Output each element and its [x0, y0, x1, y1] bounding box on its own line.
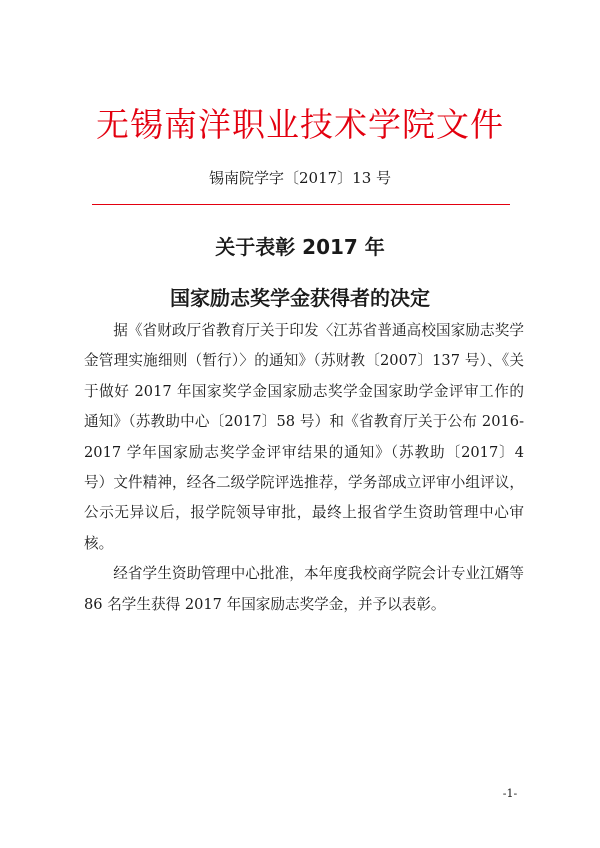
- subject-title-line-1: 关于表彰 2017 年: [215, 235, 385, 259]
- body-paragraph-2: 经省学生资助管理中心批准，本年度我校商学院会计专业江婿等 86 名学生获得 2017 年国家励志奖学金，并予以表彰。: [84, 565, 524, 613]
- red-divider-line: [92, 204, 510, 205]
- page-number: -1-: [502, 787, 518, 800]
- document-number: 锡南院学字〔2017〕13 号: [208, 169, 392, 187]
- body-paragraph-1: 据《省财政厅省教育厅关于印发〈江苏省普通高校国家励志奖学金管理实施细则（暂行）〉的通知》（苏财教〔2007〕137 号）、《关于做好 2017 年国家奖学金国家励志奖学金国家助学金评审工作的通知》（苏教助中心〔2017〕58 号）和《省教育厅关于公布 2016-2017 学年国家励志奖学金评审结果的通知》（苏教助〔2017〕4 号）文件精神，经各二级学院评选推荐，学务部成立评审小组评议，公示无异议后，报学院领导审批，最终上报省学生资助管理中心审核。: [84, 322, 524, 552]
- document-header-title: 无锡南洋职业技术学院文件: [96, 105, 504, 144]
- subject-title-line-2: 国家励志奖学金获得者的决定: [170, 286, 430, 310]
- document-body: [84, 316, 524, 620]
